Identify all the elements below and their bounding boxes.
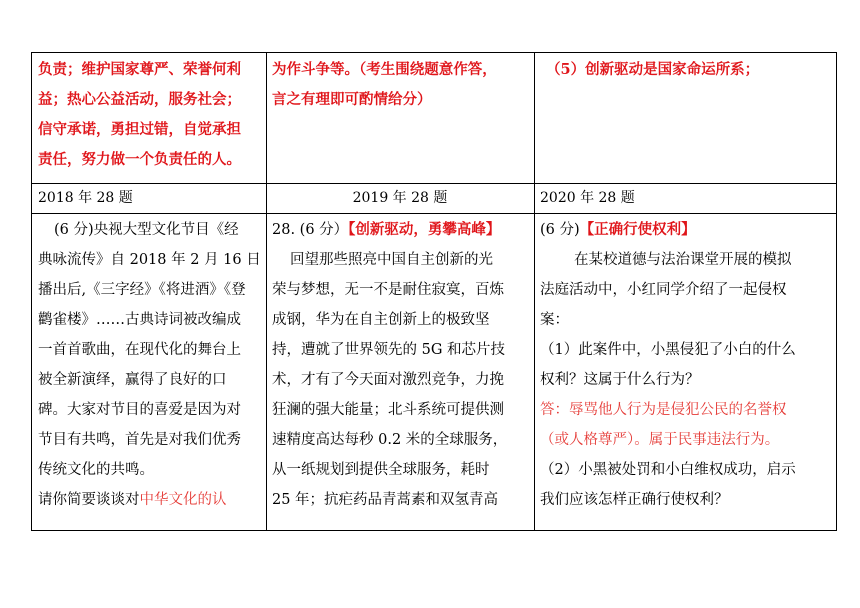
question-line: 碑。大家对节目的喜爱是因为对 <box>38 402 241 418</box>
question-number: (6 分) <box>540 222 580 238</box>
question-line: 在某校道德与法治课堂开展的模拟 <box>574 252 792 268</box>
answer-line: 答：辱骂他人行为是侵犯公民的名誉权 <box>540 402 787 418</box>
question-line: 典咏流传》自 2018 年 2 月 16 日 <box>38 252 261 268</box>
answer-cell-2018 <box>38 55 262 175</box>
answer-line: 言之有理即可酌情给分） <box>272 91 432 108</box>
question-line: （1）此案件中，小黑侵犯了小白的什么 <box>540 342 796 358</box>
question-cell-2019 <box>272 215 530 515</box>
question-line: 鹳雀楼》……古典诗词被改编成 <box>38 312 241 328</box>
question-line: 案： <box>540 312 569 328</box>
prompt-text: 请你简要谈谈对 <box>38 492 140 508</box>
answer-cell-2019 <box>272 55 530 115</box>
question-line: 速精度高达每秒 0.2 米的全球服务， <box>272 432 508 448</box>
answer-line: （5）创新驱动是国家命运所系； <box>546 61 760 78</box>
row-divider <box>32 213 836 214</box>
answer-line: 负责；维护国家尊严、荣誉何利 <box>38 61 241 78</box>
header-2018: 2018 年 28 题 <box>38 190 133 206</box>
answer-line: 益；热心公益活动，服务社会； <box>38 91 241 108</box>
answer-cell-2020 <box>546 55 832 85</box>
question-prompt <box>38 485 262 515</box>
question-line: 荣与梦想，无一不是耐住寂寞，百炼 <box>272 282 504 298</box>
question-line: 25 年；抗疟药品青蒿素和双氢青高 <box>272 492 499 508</box>
answer-line: 责任，努力做一个负责任的人。 <box>38 151 241 168</box>
question-cell-2020 <box>540 215 832 515</box>
question-line: 播出后,《三字经》《将进酒》《登 <box>38 282 246 298</box>
question-line: 被全新演绎，赢得了良好的口 <box>38 372 227 388</box>
answer-line: 为作斗争等。（考生围绕题意作答， <box>272 61 497 78</box>
exam-table <box>31 52 837 531</box>
answer-line: （或人格尊严）。属于民事违法行为。 <box>540 432 780 448</box>
header-2020: 2020 年 28 题 <box>540 190 635 206</box>
column-divider <box>266 53 267 530</box>
question-heading <box>540 215 832 245</box>
question-line: 持，遭就了世界领先的 5G 和芯片技 <box>272 342 506 358</box>
question-heading <box>272 215 530 245</box>
question-line: （2）小黑被处罚和小白维权成功，启示 <box>540 462 796 478</box>
question-line: 成钢，华为在自主创新上的极致坚 <box>272 312 490 328</box>
answer-line: 信守承诺，勇担过错，自觉承担 <box>38 121 241 138</box>
topic-title: 【正确行使权利】 <box>579 221 696 238</box>
question-line: 节目有共鸣，首先是对我们优秀 <box>38 432 241 448</box>
question-number: 28. (6 分） <box>272 222 349 238</box>
question-line: 权利？这属于什么行为？ <box>540 372 700 388</box>
header-2019: 2019 年 28 题 <box>352 190 448 206</box>
column-divider <box>534 53 535 530</box>
question-line: 从一纸规划到提供全球服务，耗时 <box>272 462 490 478</box>
question-line: 回望那些照亮中国自主创新的光 <box>290 252 493 268</box>
question-line: 传统文化的共鸣。 <box>38 462 154 478</box>
question-line: (6 分)央视大型文化节目《经 <box>54 222 239 238</box>
question-line: 我们应该怎样正确行使权利？ <box>540 492 729 508</box>
question-line: 法庭活动中，小红同学介绍了一起侵权 <box>540 282 787 298</box>
prompt-highlight: 中华文化的认 <box>139 492 227 508</box>
question-line: 术，才有了今天面对激烈竞争，力挽 <box>272 372 504 388</box>
question-cell-2018 <box>38 215 262 515</box>
question-line: 一首首歌曲，在现代化的舞台上 <box>38 342 241 358</box>
question-line: 狂澜的强大能量；北斗系统可提供测 <box>272 402 504 418</box>
topic-title: 【创新驱动，勇攀高峰】 <box>348 221 501 238</box>
